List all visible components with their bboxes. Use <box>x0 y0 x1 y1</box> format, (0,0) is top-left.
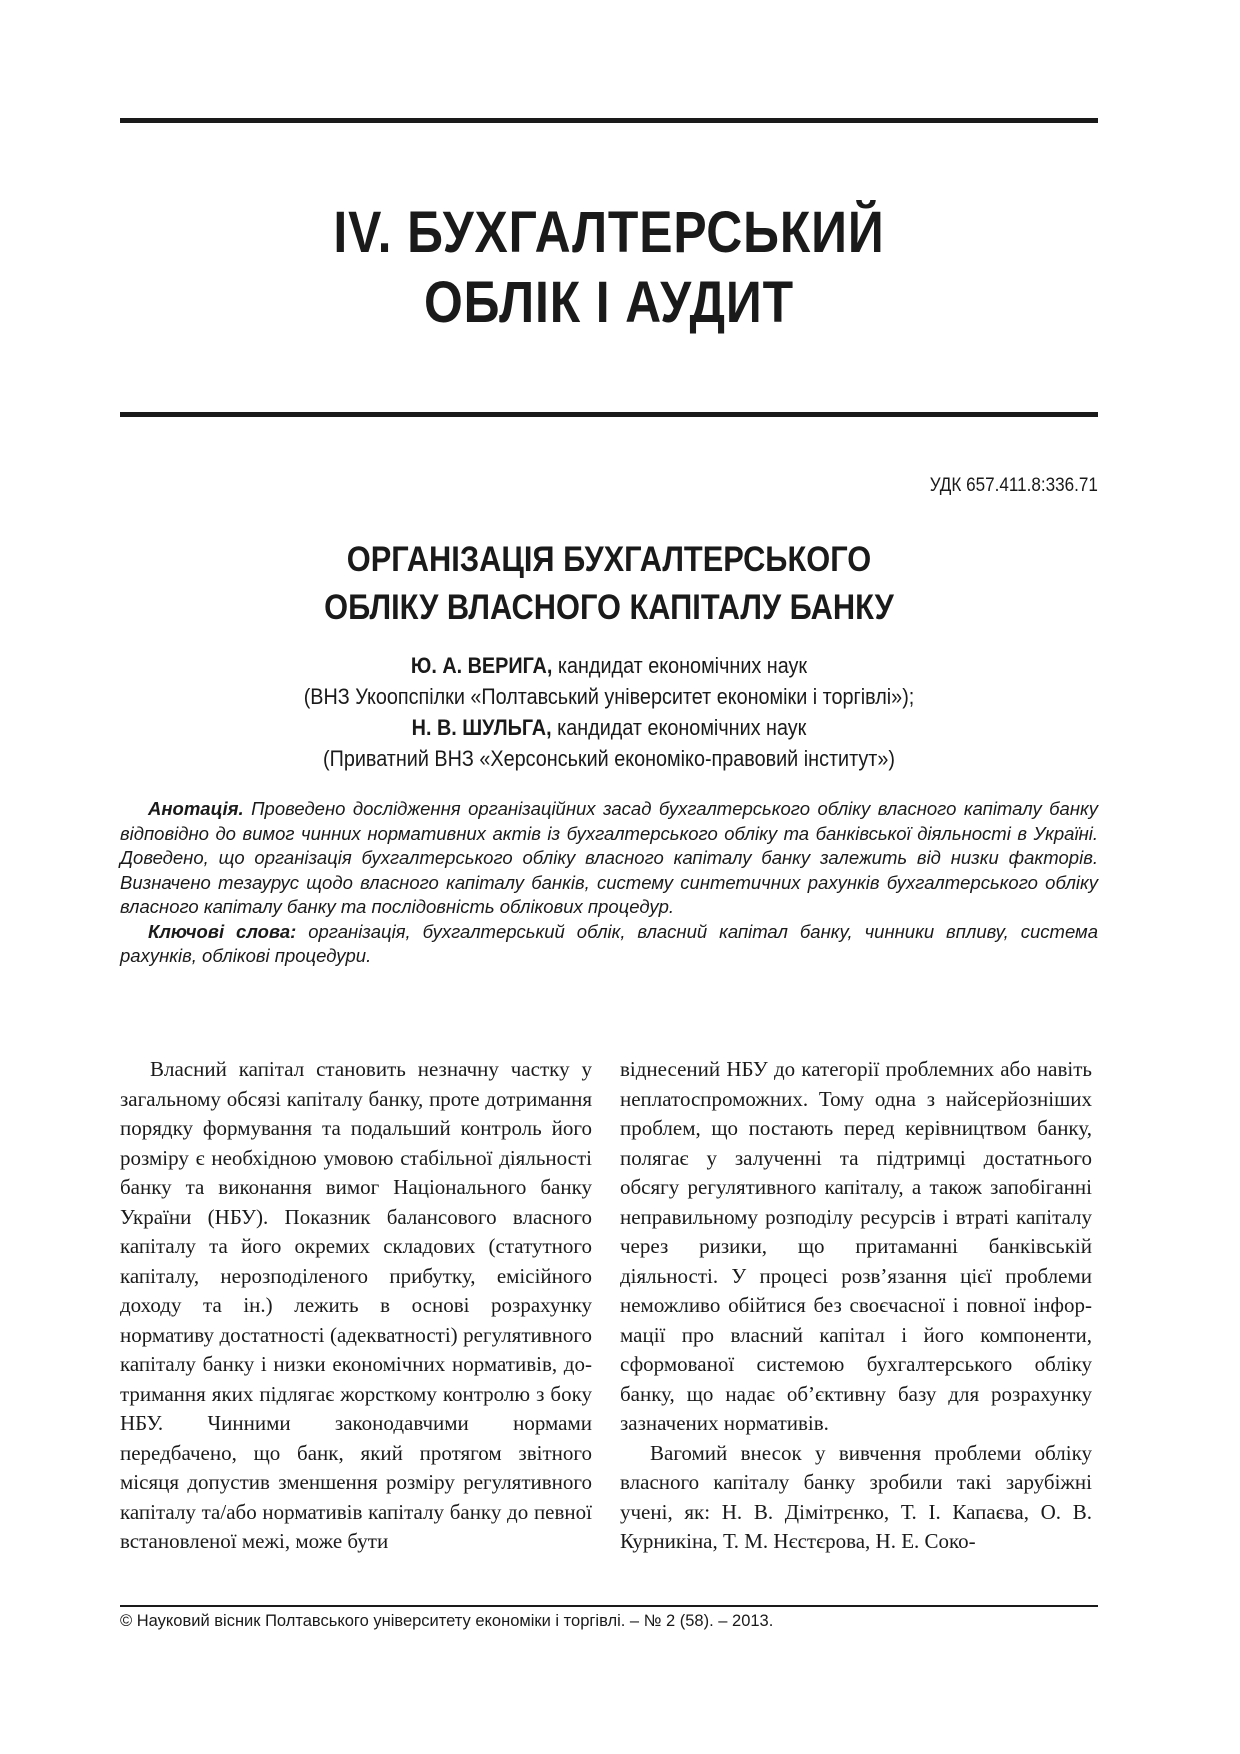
body-paragraph: Власний капітал становить незначну частку у загальному обсязі капіталу банку, проте дотримання порядку формування та подальший контроль його розміру є необхідною умовою стабільної діяльності банку та виконання вимог Національного банку України (НБУ). Показник балансового власного капіталу та його окремих складових (статутного капіталу, нерозподіленого прибутку, емісійного доходу та ін.) лежить в основі розрахунку нормативу достатності (адекватності) регулятивного капіталу банку і низки економічних нормативів, дотримання яких підлягає жорсткому контролю з боку НБУ. Чинними законодавчими нормами передбачено, що банк, який протягом звітного місяця допустив зменшення розміру регулятивного капіталу та/або нормативів капіталу банку до певної встановленої межі, може бути <box>120 1057 592 1553</box>
footer-rule <box>120 1605 1098 1607</box>
author-1 <box>169 650 1049 681</box>
article-title <box>179 536 1040 632</box>
author-2 <box>169 712 1049 743</box>
section-title-line-1: IV. БУХГАЛТЕРСЬКИЙ <box>333 200 885 265</box>
author-1-degree: кандидат економічних наук <box>552 653 808 678</box>
authors-block <box>169 650 1049 774</box>
keywords-label: Ключові слова: <box>148 920 297 942</box>
author-1-affiliation: (ВНЗ Укоопспілки «Полтавський університет економіки і торгівлі»); <box>303 684 915 709</box>
keywords-text: організація, бухгалтерський облік, власний капітал банку, чинники впливу, система рахунків, облікові процедури. <box>120 920 1098 966</box>
author-2-degree: кандидат економічних наук <box>551 715 807 740</box>
body-paragraph: Вагомий внесок у вивчення проблеми обліку власного капіталу банку зробили такі зарубіжні учені, як: Н. В. Дімітрєнко, Т. І. Капаєва, О. В. Курникіна, Т. М. Нєстєрова, Н. Е. Соко- <box>620 1440 1092 1553</box>
author-2-name: Н. В. ШУЛЬГА, <box>411 715 552 740</box>
keywords <box>120 920 1098 969</box>
body-paragraph: віднесений НБУ до категорії проблемних або навіть неплатоспроможних. Тому одна з найсерйозніших проблем, що постають перед керівництвом банку, полягає у залученні та підтримці достатнього обсягу регулятивного капіталу, а також запобіганні неправильному розподілу ресурсів і втраті капіталу через ризики, що притаманні банківській діяльності. У процесі розв’язання цієї проблеми неможливо обійтися без своєчасної і повної інформації про власний капітал і його компоненти, сформованої системою бухгалтерського обліку банку, що надає об’єктивну базу для розрахунку зазначених нормативів. <box>620 1057 1092 1435</box>
footer-citation: © Науковий вісник Полтавського університету економіки і торгівлі. – № 2 (58). – 2013. <box>120 1612 774 1630</box>
abstract-label: Анотація. <box>148 798 244 819</box>
abstract-block <box>120 797 1098 969</box>
udc-code: УДК 657.411.8:336.71 <box>929 475 1098 496</box>
body-column-right <box>620 1055 1092 1557</box>
top-rule <box>120 118 1098 123</box>
author-1-name: Ю. А. ВЕРИГА, <box>410 653 553 678</box>
author-2-affiliation: (Приватний ВНЗ «Херсонський економіко-правовий інститут») <box>323 746 895 771</box>
section-title-line-2: ОБЛІК І АУДИТ <box>424 270 794 335</box>
article-title-line-2: ОБЛІКУ ВЛАСНОГО КАПІТАЛУ БАНКУ <box>324 588 894 627</box>
section-title <box>188 198 1029 338</box>
body-column-left <box>120 1055 592 1557</box>
abstract <box>120 797 1098 920</box>
article-title-line-1: ОРГАНІЗАЦІЯ БУХГАЛТЕРСЬКОГО <box>346 540 872 579</box>
abstract-text: Проведено дослідження організаційних засад бухгалтерського обліку власного капіталу банку відповідно до вимог чинних нормативних актів із бухгалтерського обліку та банківської діяльності в Україні. Доведено, що організація бухгалтерського обліку власного капіталу банку залежить від низки факторів. Визначено тезаурус щодо власного капіталу банків, систему синтетичних рахунків бухгалтерського обліку власного капіталу банку та послідовність облікових процедур. <box>120 798 1098 917</box>
bottom-rule <box>120 412 1098 417</box>
